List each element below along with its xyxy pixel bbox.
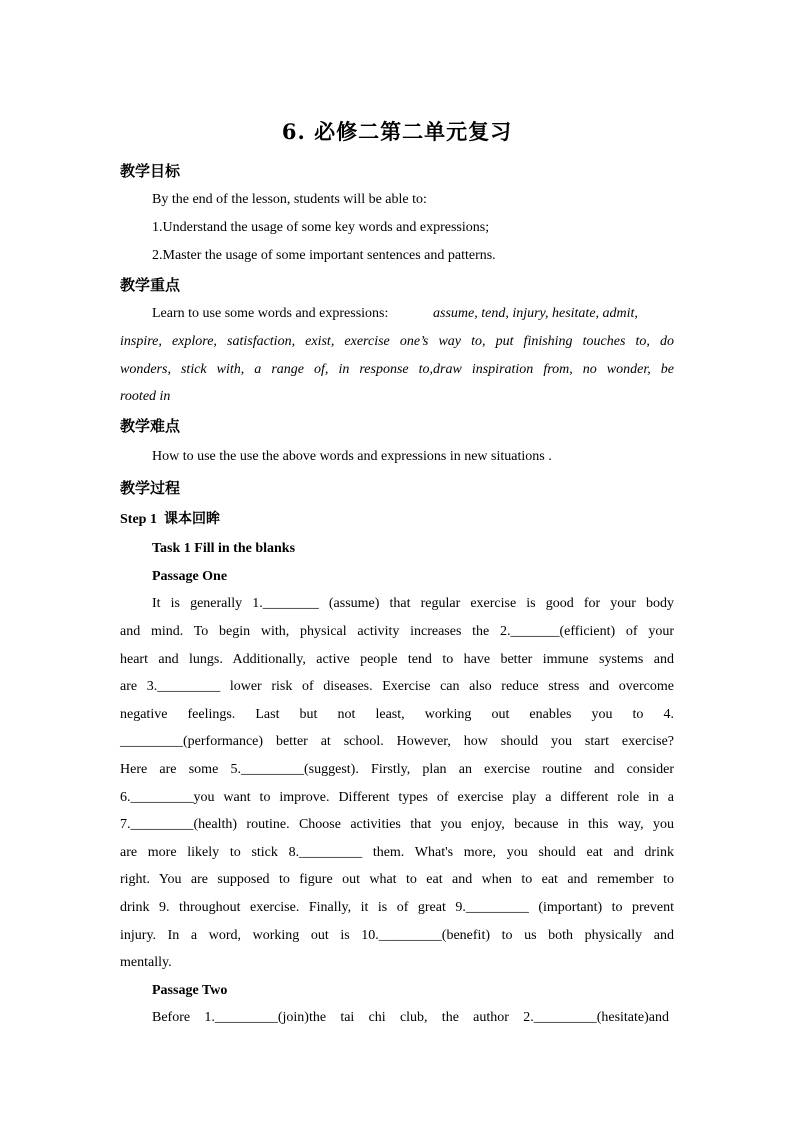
- passage-line: injury. In a word, working out is 10._________(benefit) to us both physically and: [120, 928, 674, 943]
- passage-line: Here are some 5._________(suggest). Firstly, plan an exercise routine and consider: [120, 762, 674, 777]
- key-points-intro: Learn to use some words and expressions:: [152, 306, 389, 321]
- passage-line: 7._________(health) routine. Choose activities that you enjoy, because in this way, you: [120, 817, 674, 832]
- step1-title: 课本回眸: [163, 511, 220, 527]
- key-points-words: assume, tend, injury, hesitate, admit,: [433, 306, 638, 321]
- passage-line: are more likely to stick 8._________ them. What's more, you should eat and drink: [120, 845, 674, 860]
- step1-label: Step 1: [120, 512, 157, 527]
- key-points-words: inspire, explore, satisfaction, exist, exercise one’s way to, put finishing touches to, do: [120, 334, 674, 349]
- objective-line: 1.Understand the usage of some key words and expressions;: [152, 220, 490, 235]
- passage-line: right. You are supposed to figure out what to eat and when to eat and remember to: [120, 872, 674, 887]
- passage-line: are 3._________ lower risk of diseases. Exercise can also reduce stress and overcome: [120, 679, 674, 694]
- passage-line: 6._________you want to improve. Different types of exercise play a different role in a: [120, 790, 674, 805]
- objective-line: 2.Master the usage of some important sentences and patterns.: [152, 248, 496, 263]
- objective-line: By the end of the lesson, students will be able to:: [152, 192, 427, 207]
- passage-line: It is generally 1.________ (assume) that regular exercise is good for your body: [152, 596, 674, 611]
- process-heading: 教学过程: [120, 479, 181, 497]
- passage-line: and mind. To begin with, physical activity increases the 2._______(efficient) of your: [120, 624, 674, 639]
- key-points-words: rooted in: [120, 389, 171, 404]
- step1-heading: [120, 510, 220, 529]
- page-title: 6. 必修二第二单元复习: [281, 119, 513, 144]
- key-points-words: wonders, stick with, a range of, in response to,draw inspiration from, no wonder, be: [120, 362, 674, 377]
- passage-line: _________(performance) better at school. However, how should you start exercise?: [120, 734, 674, 749]
- key-points-heading: 教学重点: [120, 276, 181, 294]
- passage-line: mentally.: [120, 955, 172, 970]
- passage-one-title: Passage One: [152, 569, 228, 584]
- difficulties-line: How to use the use the above words and expressions in new situations .: [152, 449, 552, 464]
- passage-line: heart and lungs. Additionally, active people tend to have better immune systems and: [120, 652, 674, 667]
- difficulties-heading: 教学难点: [120, 417, 181, 435]
- passage-line: negative feelings. Last but not least, working out enables you to 4.: [120, 707, 674, 722]
- task1-heading: Task 1 Fill in the blanks: [152, 541, 296, 556]
- passage-line: drink 9. throughout exercise. Finally, it is of great 9._________ (important) to prevent: [120, 900, 674, 915]
- passage-line: Before 1._________(join)the tai chi club, the author 2._________(hesitate)and: [152, 1010, 669, 1025]
- objectives-heading: 教学目标: [120, 162, 181, 180]
- passage-two-title: Passage Two: [152, 983, 228, 998]
